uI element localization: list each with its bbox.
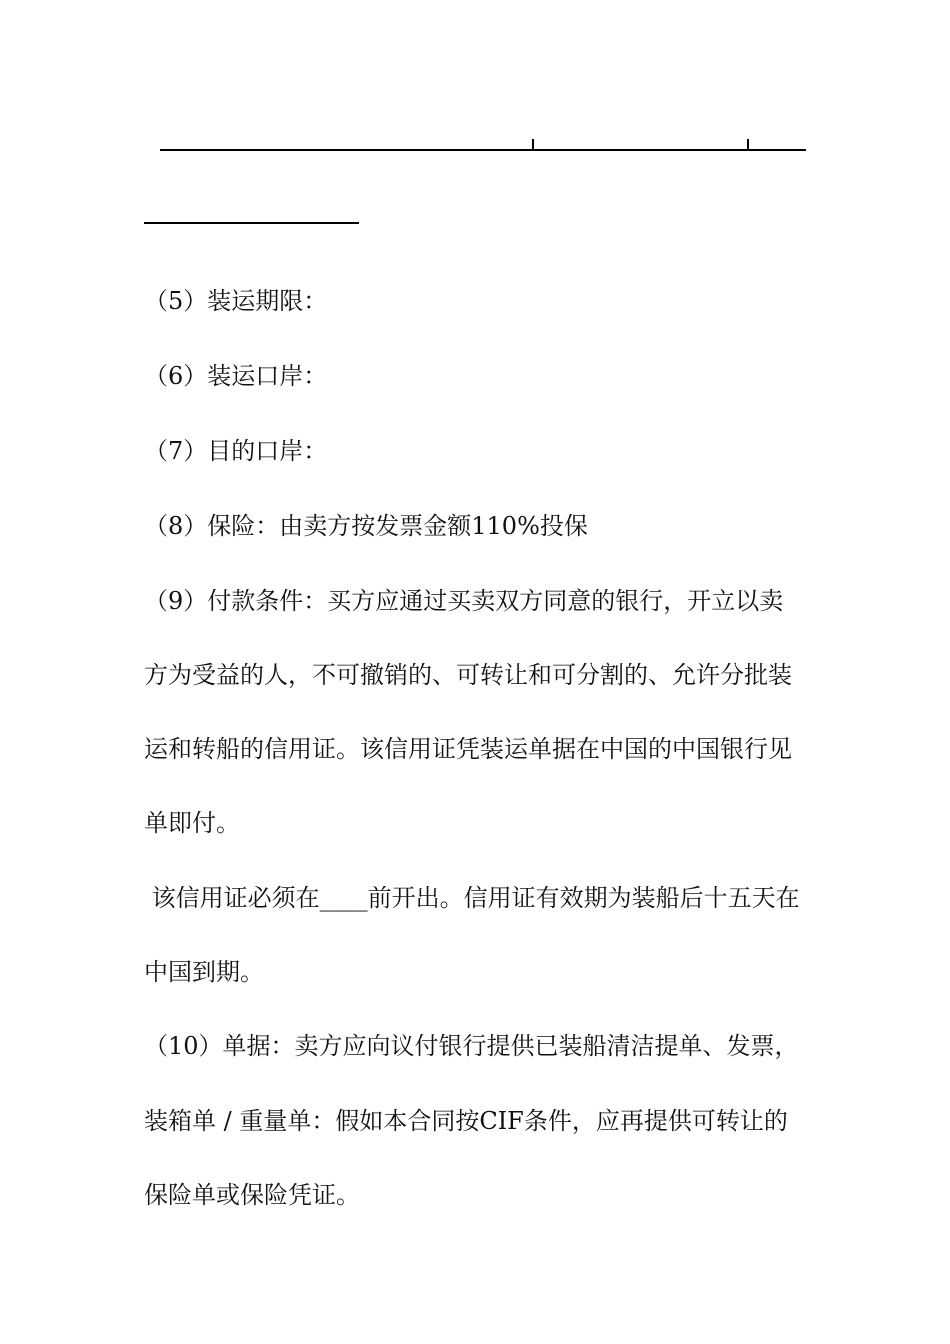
documents-line-1: （10）单据：卖方应向议付银行提供已装船清洁提单、发票， <box>144 1032 799 1060</box>
column-divider-2 <box>747 139 749 150</box>
payment-terms-line-2: 方为受益的人，不可撤销的、可转让和可分割的、允许分批装 <box>144 661 792 689</box>
insurance-line: （8）保险：由卖方按发票金额110%投保 <box>144 512 588 540</box>
destination-port-line: （7）目的口岸： <box>144 437 328 465</box>
credit-opening-line-2: 中国到期。 <box>144 958 264 986</box>
shipment-period-line: （5）装运期限： <box>144 287 328 315</box>
documents-line-2: 装箱单 / 重量单：假如本合同按CIF条件，应再提供可转让的 <box>144 1107 788 1135</box>
payment-terms-line-1: （9）付款条件：买方应通过买卖双方同意的银行，开立以卖 <box>144 587 784 615</box>
payment-terms-line-4: 单即付。 <box>144 809 240 837</box>
payment-terms-line-3: 运和转船的信用证。该信用证凭装运单据在中国的中国银行见 <box>144 735 792 763</box>
loading-port-line: （6）装运口岸： <box>144 362 328 390</box>
column-divider-1 <box>532 139 534 150</box>
documents-line-3: 保险单或保险凭证。 <box>144 1181 360 1209</box>
credit-opening-line-1: 该信用证必须在____前开出。信用证有效期为装船后十五天在 <box>144 884 800 912</box>
table-rule-top <box>160 149 806 151</box>
table-rule-continuation <box>144 222 359 224</box>
